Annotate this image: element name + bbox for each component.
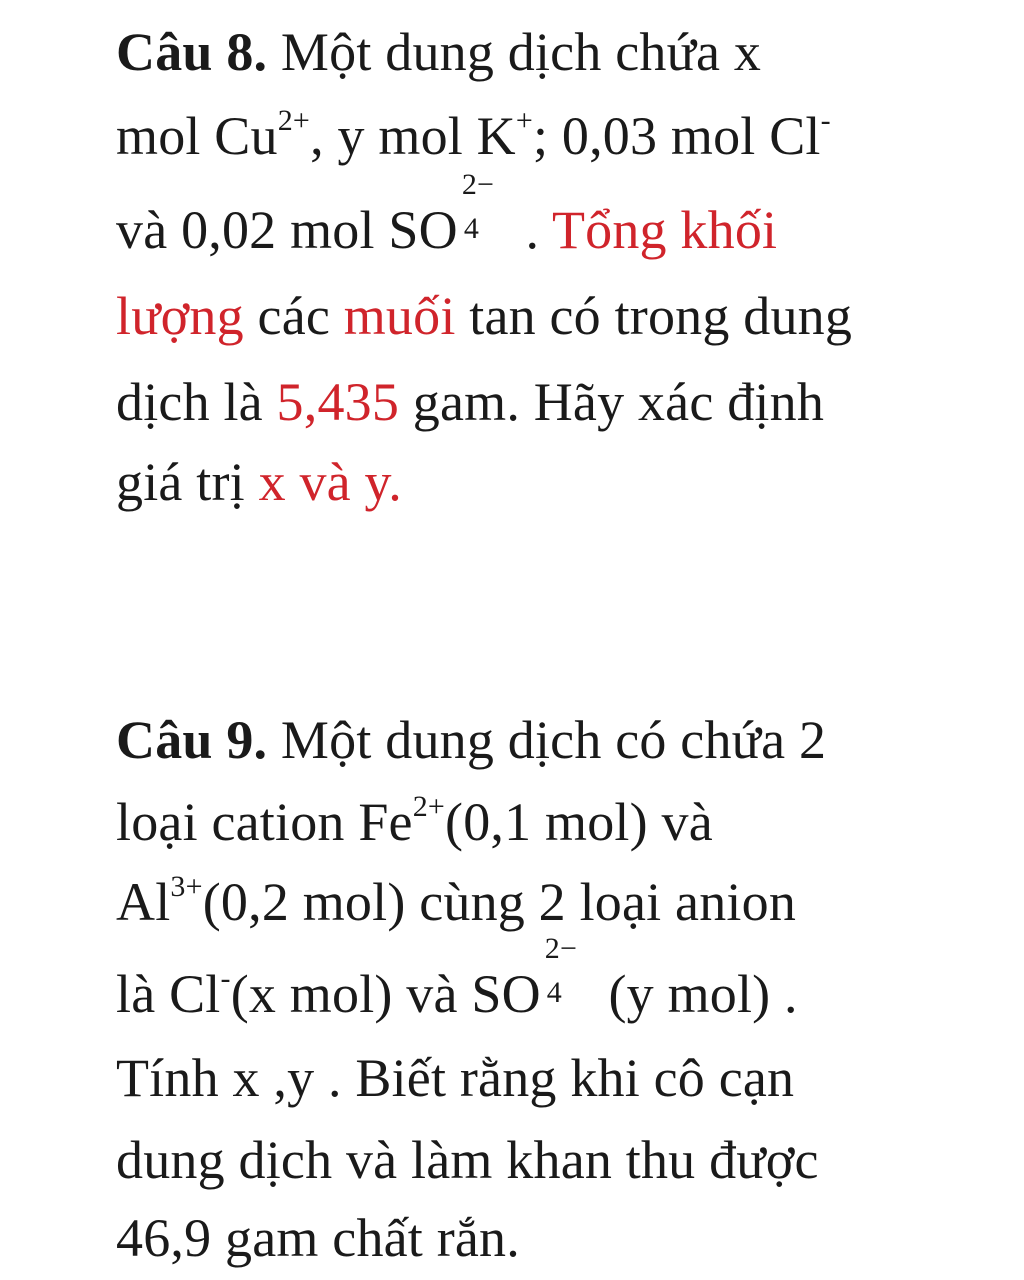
al-charge: 3+ [170,870,203,903]
cl-charge: - [820,104,831,137]
q9-line-1: Câu 9. Một dung dịch có chứa 2 [116,710,827,770]
fe-charge: 2+ [412,790,446,823]
cu-charge: 2+ [277,104,311,137]
so4-ion-notation: 2− 4 [461,168,495,245]
q8-line-4: lượng các muối tan có trong dung [116,286,853,346]
q8-line-6: giá trị x và y. [116,452,402,512]
q8-line-2: mol $Cu^{2+}$, y mol K+; 0,03 mol Cl- [116,104,831,166]
q9-label: Câu 9. [116,710,268,770]
q8-line-3: và 0,02 mol SO 2− 4 . Tổng khối [116,168,778,260]
q8-label: Câu 8. [116,22,268,82]
q8-line-1: Câu 8. Một dung dịch chứa x [116,22,762,82]
q9-line-6: dung dịch và làm khan thu được [116,1130,819,1190]
so4-ion-notation-q9: 2− 4 [544,932,578,1009]
q9-line-2: loại cation $Fe^{2+}(0,1$ mol) và [116,790,713,852]
q8-line-5: dịch là 5,435 gam. Hãy xác định [116,372,825,432]
q8-mass-value: 5,435 [276,372,400,432]
q9-line-3: $Al^{3+}(0,2$ mol) cùng 2 loại anion [116,870,797,932]
q9-line-5: Tính x ,y . Biết rằng khi cô cạn [116,1048,795,1108]
cl-charge-q9: - [220,962,231,995]
q9-line-7: 46,9 gam chất rắn. [116,1208,520,1268]
k-charge: + [515,104,533,137]
q8-highlight-1: Tổng khối [551,200,778,260]
q9-line-4: là Cl-(x mol) và SO 2− 4 (y mol) . [116,932,798,1024]
